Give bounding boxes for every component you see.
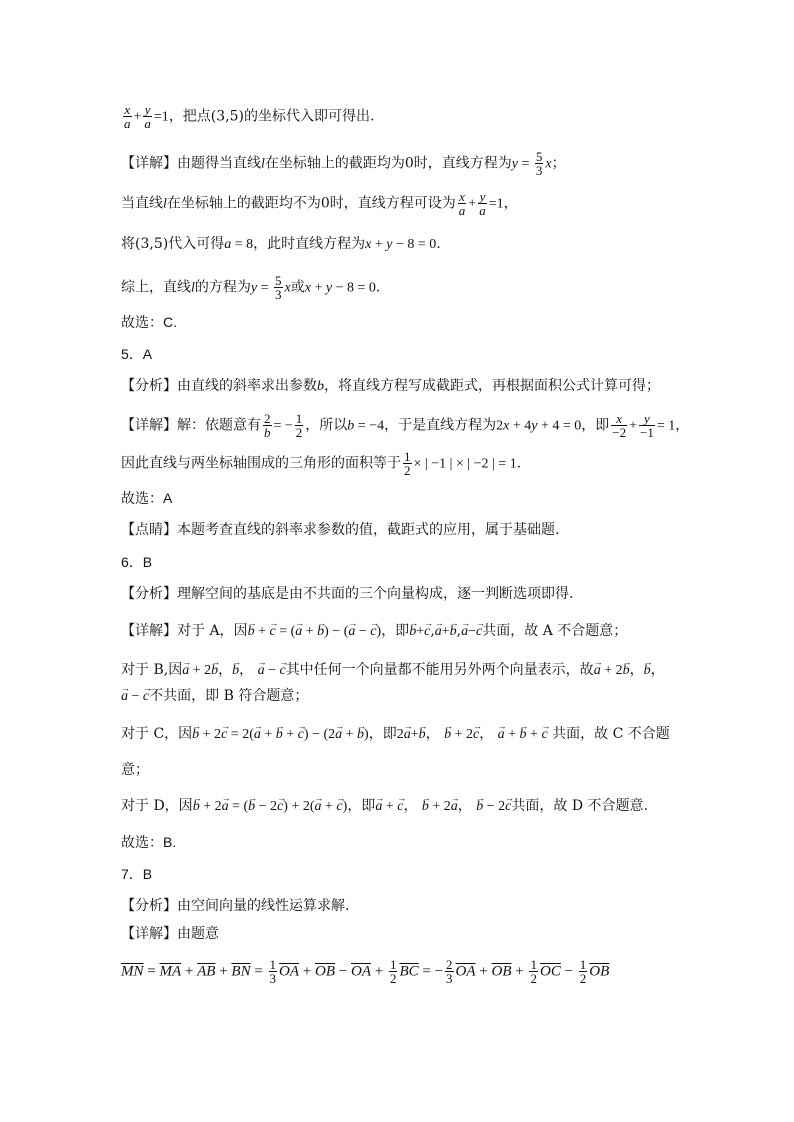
- line-23: [121, 896, 349, 916]
- line-15: 【详解】对于 A，因→ b + → c = (→ a + → b) − (→ a − → c)，即→ b+→ c,→ a+→ b,→ a−→ c共面，故 A 不合题意；: [121, 621, 627, 642]
- fraction-5-over-3: $\frac{5}{3}$: [275, 273, 282, 302]
- analysis-tag: 【分析】: [121, 378, 177, 394]
- fraction-1-over-2: $\frac{1}{2}$: [579, 957, 587, 986]
- line-2-text-2: 在坐标轴上的截距均为0时，直线方程为: [264, 155, 512, 172]
- line-23-text: 由空间向量的线性运算求解.: [177, 898, 350, 914]
- line-8-text-2: ，将直线方程写成截距式，再根据面积公式计算可得；: [324, 378, 660, 394]
- comment-tag: 【点睛】: [121, 522, 177, 538]
- line-5-text: 综上，直线: [121, 279, 191, 296]
- fraction-x-over-a: $\frac{x}{a}$: [124, 102, 131, 131]
- line-9-text: 解：依题意有: [177, 417, 261, 434]
- line-18-end: 共面，故 C 不合题: [552, 726, 670, 742]
- line-5-text-2: 的方程为: [194, 279, 251, 296]
- line-9-mid-3: ，即: [581, 417, 610, 434]
- line-20-text: 对于 D，因: [121, 798, 193, 814]
- analysis-tag: 【分析】: [121, 586, 177, 602]
- line-3: 当直线l在坐标轴上的截距均不为0时，直线方程可设为 $\frac{x}{a}$ + $\frac{y}{a}$ =1，: [121, 189, 518, 218]
- analysis-tag: 【分析】: [121, 898, 177, 914]
- line-2: 【详解】由题得当直线l在坐标轴上的截距均为0时，直线方程为y = $\frac{5}{3}$ x；: [121, 149, 566, 178]
- line-15-end: 共面，故 A 不合题意；: [482, 623, 628, 639]
- line-14: [121, 584, 573, 604]
- line-5-or: 或: [290, 279, 305, 296]
- line-12-text: 本题考查直线的斜率求参数的值，截距式的应用，属于基础题.: [177, 522, 560, 538]
- vector-equation-mn: $\overline{MN} = \overline{MA} + \overline{AB} + \overline{BN}$ = $\frac{1}{3}$ $\overline{OA} + \overline{OB} - \overline{OA}$ + $\frac{1}{2}$ $\overline{BC}$ = − $\frac{2}{3}$ $\overline{OA} + \overline{OB}$ + $\frac{1}{2}$ $\overline{OC}$ − $\frac{1}{2}$ $\overline{OB}$: [121, 957, 610, 986]
- fraction-y-over-a: $\frac{y}{a}$: [144, 102, 151, 131]
- fraction-x-over-neg2: $\frac{x}{-2}$: [612, 411, 627, 440]
- line-20: 对于 D，因→ b + 2→ a = (→ b − 2→ c) + 2(→ a + → c)，即→ a + → c， → b + 2→ a， → b − 2→ c共面，故 D 不合题意.: [121, 796, 648, 817]
- line-10: 因此直线与两坐标轴围成的三角形的面积等于 $\frac{1}{2}$ × | −1 | × | −2 | = 1.: [121, 449, 522, 478]
- line-6: 故选：C.: [121, 314, 177, 330]
- detail-tag: 【详解】: [121, 417, 177, 434]
- line-4-mid: ，此时直线方程为: [253, 236, 366, 252]
- line-24: [121, 924, 219, 944]
- question-6-heading: 6．B: [121, 554, 153, 570]
- line-14-text: 理解空间的基底是由不共面的三个向量构成，逐一判断选项即得.: [177, 586, 574, 602]
- line-2-text: 由题得当直线: [177, 155, 261, 172]
- fraction-2-over-b: $\frac{2}{b}$: [264, 411, 271, 440]
- line-8-text: 由直线的斜率求出参数: [177, 378, 317, 394]
- detail-tag: 【详解】: [121, 155, 177, 172]
- line-11: 故选：A: [121, 490, 173, 506]
- fraction-y-over-neg1: $\frac{y}{-1}$: [639, 411, 654, 440]
- fraction-1-over-2: $\frac{1}{2}$: [530, 957, 537, 986]
- line-9-mid: ，所以: [305, 417, 348, 434]
- line-15-mid: ，即: [381, 623, 410, 639]
- line-18: 对于 C，因→ b + 2→ c = 2(→ a + → b + → c) − (2→ a + → b)，即2→ a+→ b， → b + 2→ c， → a + → b + → c 共面，故 C 不合题: [121, 724, 670, 745]
- line-12: [121, 520, 559, 540]
- line-1-text: ，把点(3,5)的坐标代入即可得出.: [168, 108, 375, 125]
- detail-tag: 【详解】: [121, 926, 177, 942]
- line-5: 综上，直线l的方程为y = $\frac{5}{3}$ x或x + y − 8 = 0.: [121, 273, 381, 302]
- line-16-mid: 其中任何一个向量都不能用另外两个向量表示，故: [285, 662, 594, 678]
- question-7-heading: 7．B: [121, 866, 153, 882]
- detail-tag: 【详解】: [121, 623, 177, 639]
- fraction-1-over-2: $\frac{1}{2}$: [389, 957, 397, 986]
- line-4: 将(3,5)代入可得a = 8，此时直线方程为x + y − 8 = 0.: [121, 236, 441, 252]
- question-5-heading: 5．A: [121, 346, 153, 362]
- line-20-end: 共面，故 D 不合题意.: [511, 798, 648, 814]
- line-20-mid: ，即: [347, 798, 376, 814]
- line-16-text: 对于 B,因: [121, 662, 183, 678]
- fraction-x-over-a: $\frac{x}{a}$: [458, 189, 466, 218]
- fraction-1-over-2: $\frac{1}{2}$: [404, 449, 411, 478]
- line-19: 意；: [121, 762, 149, 778]
- line-15-text: 对于 A，因: [177, 623, 248, 639]
- line-21: 故选：B.: [121, 834, 177, 850]
- fraction-1-over-2: $\frac{1}{2}$: [295, 411, 303, 440]
- line-9: 【详解】解：依题意有 $\frac{2}{b}$ = − $\frac{1}{2}$ ，所以b = −4，于是直线方程为2x + 4y + 4 = 0，即 $\frac{x}{-2}$ + $\frac{y}{-1}$ = 1，: [121, 411, 690, 440]
- line-1: $\frac{x}{a}$ + $\frac{y}{a}$ =1，把点(3,5)的坐标代入即可得出.: [124, 102, 375, 131]
- fraction-2-over-3: $\frac{2}{3}$: [446, 957, 453, 986]
- line-18-mid: ，即: [368, 726, 397, 742]
- line-18-text: 对于 C，因: [121, 726, 193, 742]
- line-17-end: 不共面，即 B 符合题意；: [149, 688, 309, 704]
- line-16: 对于 B,因→ a + 2→ b，→ b， → a − → c其中任何一个向量都不能用另外两个向量表示，故→ a + 2→ b，→ b，: [121, 660, 665, 681]
- line-3-text: 当直线: [121, 195, 163, 212]
- line-24-text: 由题意: [177, 926, 219, 942]
- fraction-1-over-3: $\frac{1}{3}$: [269, 957, 277, 986]
- line-4-text: 将(3,5)代入可得: [121, 236, 225, 252]
- fraction-y-over-a: $\frac{y}{a}$: [479, 189, 486, 218]
- line-10-text: 因此直线与两坐标轴围成的三角形的面积等于: [121, 455, 401, 472]
- line-17: → a − → c不共面，即 B 符合题意；: [121, 686, 308, 707]
- line-9-mid-2: ，于是直线方程为: [384, 417, 497, 434]
- line-3-text-2: 在坐标轴上的截距均不为0时，直线方程可设为: [166, 195, 456, 212]
- fraction-5-over-3: $\frac{5}{3}$: [535, 149, 543, 178]
- line-8: 【分析】由直线的斜率求出参数b，将直线方程写成截距式，再根据面积公式计算可得；: [121, 378, 660, 394]
